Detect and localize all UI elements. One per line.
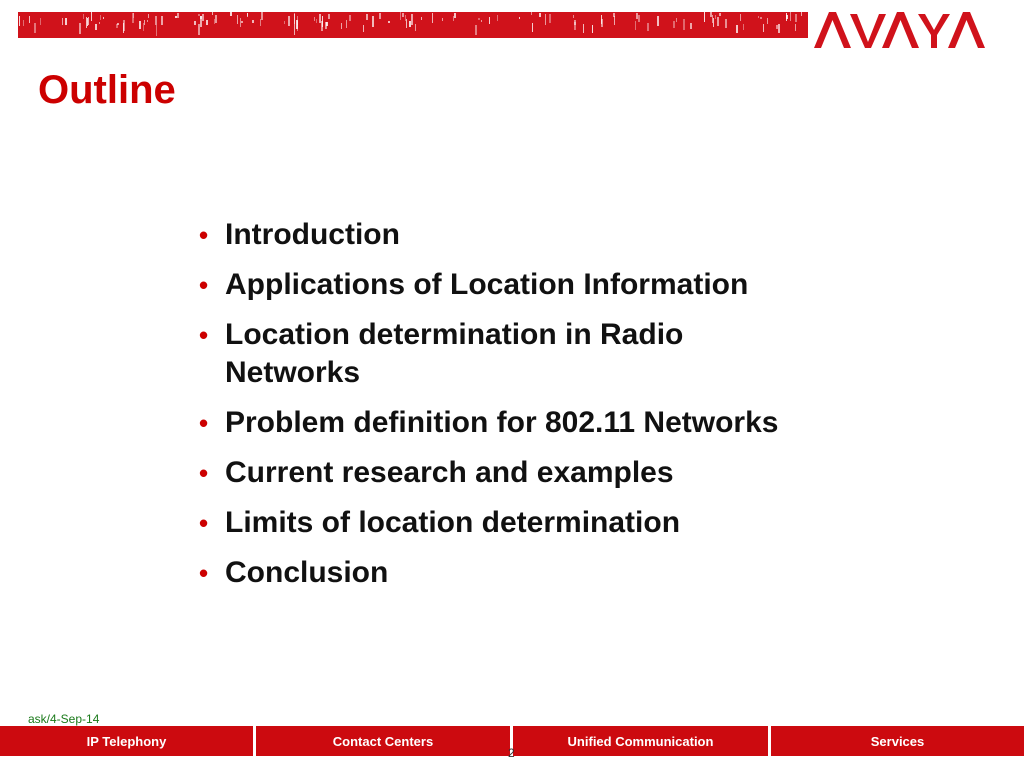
banner-texture bbox=[421, 17, 422, 20]
banner-texture bbox=[212, 12, 213, 15]
banner-texture bbox=[23, 20, 24, 26]
list-item bbox=[196, 404, 876, 442]
list-item bbox=[196, 504, 876, 542]
banner-texture bbox=[177, 13, 179, 18]
banner-texture bbox=[442, 18, 443, 21]
banner-texture bbox=[132, 13, 134, 23]
footer-tab-contact-centers: Contact Centers bbox=[256, 726, 510, 756]
banner-texture bbox=[294, 14, 295, 25]
banner-texture bbox=[795, 24, 796, 31]
banner-texture bbox=[341, 23, 342, 29]
page-number: 2 bbox=[508, 746, 515, 760]
banner-texture bbox=[736, 25, 738, 33]
banner-texture bbox=[379, 13, 381, 19]
banner-texture bbox=[161, 16, 163, 25]
banner-texture bbox=[91, 12, 92, 21]
bullet-icon: • bbox=[199, 458, 209, 488]
banner-texture bbox=[719, 13, 721, 16]
avaya-logo bbox=[812, 4, 992, 52]
banner-texture bbox=[657, 16, 659, 26]
banner-texture bbox=[454, 13, 456, 18]
banner-texture bbox=[215, 15, 217, 23]
banner-texture bbox=[325, 22, 327, 29]
banner-texture bbox=[415, 24, 416, 31]
footer-tab-ip-telephony: IP Telephony bbox=[0, 726, 253, 756]
banner-texture bbox=[795, 14, 797, 22]
list-item bbox=[196, 316, 876, 392]
banner-texture bbox=[346, 20, 347, 28]
banner-texture bbox=[475, 25, 477, 35]
banner-texture bbox=[156, 25, 157, 36]
banner-texture bbox=[715, 15, 716, 19]
footer-date: ask/4-Sep-14 bbox=[28, 712, 100, 726]
banner-texture bbox=[545, 14, 546, 25]
banner-texture bbox=[117, 23, 119, 25]
bullet-text: Limits of location determination bbox=[225, 506, 681, 539]
banner-texture bbox=[539, 13, 541, 17]
banner-texture bbox=[237, 15, 238, 24]
banner-texture bbox=[725, 19, 727, 28]
banner-texture bbox=[776, 25, 778, 29]
footer-tab-unified-communication: Unified Communication bbox=[513, 726, 768, 756]
banner-texture bbox=[531, 12, 532, 15]
bullet-text: Conclusion bbox=[225, 556, 389, 589]
banner-texture bbox=[319, 14, 321, 23]
list-item bbox=[196, 216, 876, 254]
banner-texture bbox=[763, 24, 764, 32]
banner-texture bbox=[635, 21, 636, 30]
bullet-icon: • bbox=[199, 558, 209, 588]
banner-texture bbox=[284, 21, 285, 24]
banner-texture bbox=[88, 17, 89, 25]
banner-texture bbox=[636, 13, 638, 19]
banner-texture bbox=[673, 21, 675, 28]
banner-texture bbox=[103, 17, 104, 19]
banner-texture bbox=[206, 20, 208, 25]
banner-texture bbox=[388, 21, 390, 23]
banner-texture bbox=[148, 14, 149, 18]
footer-tab-services: Services bbox=[771, 726, 1024, 756]
banner-texture bbox=[743, 24, 744, 30]
banner-texture bbox=[230, 12, 232, 16]
banner-texture bbox=[760, 17, 762, 19]
banner-texture bbox=[261, 12, 263, 20]
banner-texture bbox=[95, 24, 97, 30]
banner-texture bbox=[713, 18, 714, 27]
banner-texture bbox=[497, 15, 498, 21]
list-item bbox=[196, 266, 876, 304]
banner-texture bbox=[704, 12, 705, 22]
list-item bbox=[196, 554, 876, 592]
banner-texture bbox=[79, 23, 81, 34]
banner-texture bbox=[432, 13, 433, 23]
banner-texture bbox=[294, 25, 295, 35]
banner-texture bbox=[328, 14, 330, 19]
banner-texture bbox=[583, 24, 584, 33]
banner-texture bbox=[143, 23, 144, 31]
bullet-text: Applications of Location Information bbox=[225, 268, 749, 301]
banner-texture bbox=[314, 17, 315, 21]
banner-texture bbox=[363, 25, 364, 32]
bullet-icon: • bbox=[199, 320, 209, 350]
banner-texture bbox=[549, 14, 551, 23]
banner-texture bbox=[717, 17, 719, 26]
banner-texture bbox=[62, 18, 63, 25]
banner-texture bbox=[676, 18, 677, 22]
banner-texture bbox=[99, 22, 100, 24]
header-banner bbox=[18, 12, 808, 38]
banner-texture bbox=[710, 12, 712, 17]
bullet-list bbox=[196, 216, 876, 604]
banner-texture bbox=[778, 24, 780, 33]
banner-texture bbox=[100, 15, 101, 20]
banner-texture bbox=[241, 21, 243, 23]
bullet-icon: • bbox=[199, 508, 209, 538]
bullet-text: Introduction bbox=[225, 218, 400, 251]
banner-texture bbox=[647, 23, 649, 31]
banner-texture bbox=[260, 19, 261, 26]
banner-texture bbox=[144, 20, 145, 25]
banner-texture bbox=[40, 18, 41, 25]
banner-texture bbox=[194, 21, 196, 25]
banner-texture bbox=[372, 16, 374, 27]
banner-texture bbox=[155, 16, 157, 25]
banner-texture bbox=[240, 18, 241, 27]
banner-texture bbox=[87, 18, 88, 26]
banner-texture bbox=[34, 23, 36, 33]
bullet-text: Location determination in Radio Networks bbox=[225, 318, 684, 389]
banner-texture bbox=[532, 23, 533, 32]
banner-texture bbox=[400, 12, 401, 20]
banner-texture bbox=[123, 23, 124, 33]
banner-texture bbox=[83, 14, 84, 19]
list-item bbox=[196, 454, 876, 492]
banner-texture bbox=[740, 14, 741, 21]
banner-texture bbox=[139, 21, 141, 29]
banner-texture bbox=[790, 12, 791, 21]
banner-texture bbox=[786, 13, 787, 21]
banner-texture bbox=[297, 21, 298, 31]
banner-texture bbox=[638, 15, 640, 22]
bullet-icon: • bbox=[199, 220, 209, 250]
banner-texture bbox=[758, 16, 759, 18]
banner-texture bbox=[316, 19, 317, 23]
banner-texture bbox=[252, 20, 254, 23]
banner-texture bbox=[288, 16, 290, 26]
bullet-icon: • bbox=[199, 270, 209, 300]
banner-texture bbox=[519, 17, 520, 19]
banner-texture bbox=[478, 18, 480, 20]
banner-texture bbox=[65, 18, 67, 25]
banner-texture bbox=[592, 25, 593, 33]
banner-texture bbox=[481, 20, 482, 22]
banner-texture bbox=[406, 19, 407, 28]
banner-texture bbox=[489, 17, 490, 24]
bullet-text: Problem definition for 802.11 Networks bbox=[225, 406, 779, 439]
banner-texture bbox=[573, 15, 574, 18]
banner-texture bbox=[366, 14, 368, 20]
banner-texture bbox=[200, 16, 202, 27]
banner-texture bbox=[801, 12, 802, 16]
banner-texture bbox=[690, 23, 692, 29]
bullet-icon: • bbox=[199, 408, 209, 438]
page-title: Outline bbox=[38, 68, 176, 112]
banner-texture bbox=[19, 16, 20, 26]
banner-texture bbox=[767, 18, 768, 24]
banner-texture bbox=[614, 16, 615, 25]
banner-texture bbox=[402, 13, 404, 17]
banner-texture bbox=[574, 22, 576, 30]
banner-texture bbox=[411, 14, 413, 25]
banner-texture bbox=[198, 24, 200, 35]
banner-texture bbox=[247, 13, 248, 17]
banner-texture bbox=[601, 19, 603, 27]
banner-texture bbox=[322, 16, 323, 27]
banner-texture bbox=[147, 20, 148, 22]
banner-texture bbox=[29, 16, 30, 23]
banner-texture bbox=[683, 19, 685, 30]
banner-texture bbox=[202, 14, 204, 21]
bullet-text: Current research and examples bbox=[225, 456, 674, 489]
banner-texture bbox=[349, 15, 351, 21]
